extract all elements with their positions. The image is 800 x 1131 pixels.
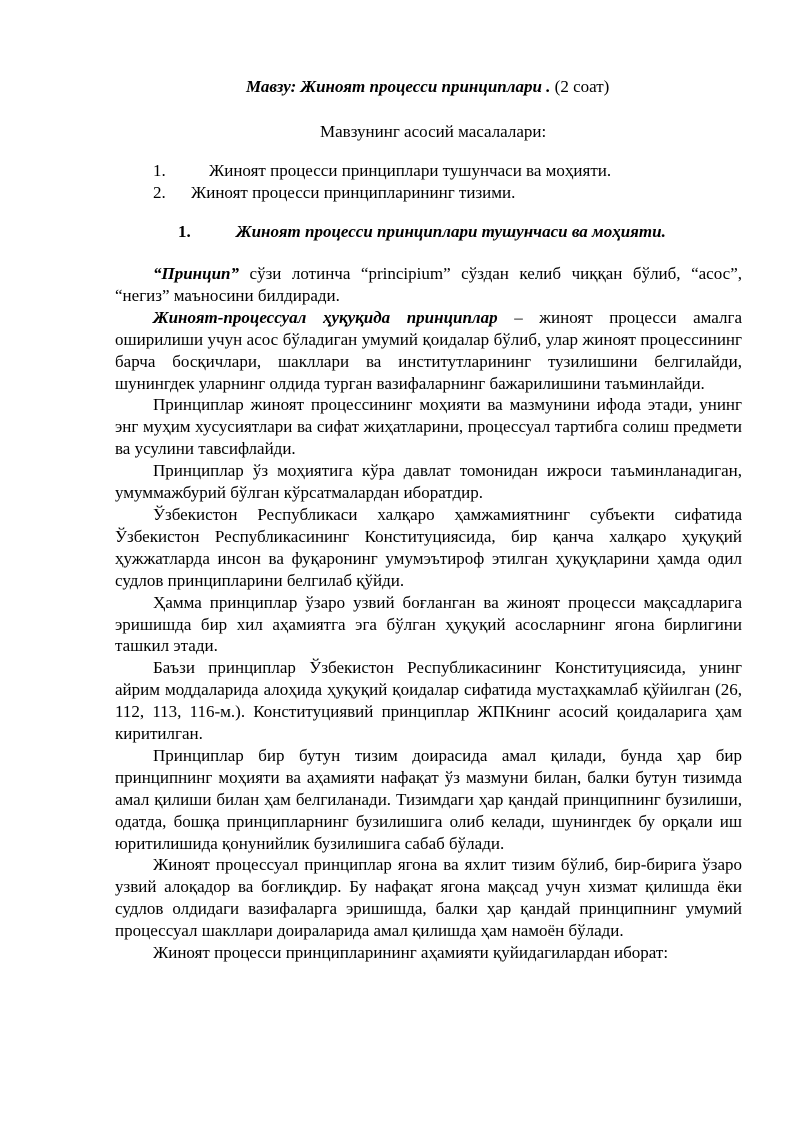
paragraph xyxy=(115,394,742,460)
paragraph xyxy=(115,307,742,395)
title-bold-text: Мавзу: Жиноят процесси принциплари . xyxy=(246,77,551,96)
paragraph xyxy=(115,942,742,964)
paragraph xyxy=(115,592,742,658)
paragraph-text: Жиноят процесси принципларининг аҳамияти қуйидагилардан иборат: xyxy=(153,943,669,963)
title-hours-text: (2 соат) xyxy=(550,77,610,96)
section-heading-text: Жиноят процесси принциплари тушунчаси ва моҳияти. xyxy=(236,222,666,241)
section-heading xyxy=(178,221,666,243)
toc-item-number: 1. xyxy=(153,161,166,180)
paragraph-text: Ўзбекистон Республикаси халқаро ҳамжамиятнинг субъекти сифатида Ўзбекистон Республикасининг Конституциясида, бир қанча халқаро ҳуқуқий ҳужжатларда инсон ва фуқаронинг умумэътироф этилган ҳуқуқларини ҳамда одил судлов принципларини белгилаб қўйди. xyxy=(115,504,742,590)
paragraph xyxy=(115,263,742,307)
paragraph xyxy=(115,504,742,592)
paragraph-text: – жиноят процесси амалга оширилиши учун асос бўладиган умумий қоидалар бўлиб, улар жиноят процессининг барча босқичлари, шакллари ва институтларининг тузилишини белгилайди, шунингдек уларнинг олдида турган вазифаларнинг бажарилишини таъминлайди. xyxy=(115,307,742,393)
paragraph-term: “Принцип” xyxy=(153,264,239,283)
toc-item xyxy=(153,182,515,204)
paragraph-text: Принциплар жиноят процессининг моҳияти ва мазмунини ифода этади, унинг энг муҳим хусусиятлари ва сифат жиҳатларини, процессуал тартибга солиш предмети ва усулини тавсифлайди. xyxy=(115,395,742,459)
toc-item-text: Жиноят процесси принциплари тушунчаси ва моҳияти. xyxy=(209,161,612,180)
document-title xyxy=(246,76,609,98)
body-text xyxy=(115,263,742,964)
toc-item-number: 2. xyxy=(153,183,166,202)
topic-subtitle: Мавзунинг асосий масалалари: xyxy=(320,122,547,141)
paragraph-text: Жиноят процессуал принциплар ягона ва яхлит тизим бўлиб, бир-бирига ўзаро узвий алоқадор ва боғлиқдир. Бу нафақат ягона мақсад учун хизмат қилишда ёки судлов олдидаги вазифаларга эришишда, балки ҳар қандай принципнинг умумий процессуал шакллари доираларида амал қилишда ҳам намоён бўлади. xyxy=(115,855,742,941)
paragraph xyxy=(115,745,742,855)
toc-item-text: Жиноят процесси принципларининг тизими. xyxy=(191,183,516,202)
paragraph-text: Принциплар ўз моҳиятига кўра давлат томонидан ижроси таъминланадиган, умуммажбурий бўлган кўрсатмалардан иборатдир. xyxy=(115,461,742,503)
paragraph-text: Принциплар бир бутун тизим доирасида амал қилади, бунда ҳар бир принципнинг моҳияти ва аҳамияти нафақат ўз мазмуни билан, балки бутун тизимда амал қилиши билан ҳам белгиланади. Тизимдаги ҳар қандай принципнинг бузилиши, одатда, бошқа принципларнинг бузилишига олиб келади, шунингдек бу орқали иш юритилишида қонунийлик бузилишига сабаб бўлади. xyxy=(115,745,742,853)
section-heading-number: 1. xyxy=(178,222,191,241)
toc-item xyxy=(153,160,611,182)
paragraph-term: Жиноят-процессуал ҳуқуқида принциплар xyxy=(153,307,498,327)
paragraph xyxy=(115,657,742,745)
paragraph-text: сўзи лотинча “principium” сўздан келиб чиққан бўлиб, “асос”, “негиз” маъносини билдиради. xyxy=(115,264,742,305)
paragraph xyxy=(115,460,742,504)
paragraph-text: Ҳамма принциплар ўзаро узвий боғланган ва жиноят процесси мақсадларига эришишда бир хил аҳамиятга эга бўлган ҳуқуқий асосларнинг ягона бирлигини ташкил этади. xyxy=(115,592,742,656)
paragraph-text: Баъзи принциплар Ўзбекистон Республикасининг Конституциясида, унинг айрим моддаларида алоҳида ҳуқуқий қоидалар сифатида мустаҳкамлаб қўйилган (26, 112, 113, 116-м.). Конституциявий принциплар ЖПКнинг асосий қоидаларига ҳам киритилган. xyxy=(115,658,742,744)
paragraph xyxy=(115,854,742,942)
